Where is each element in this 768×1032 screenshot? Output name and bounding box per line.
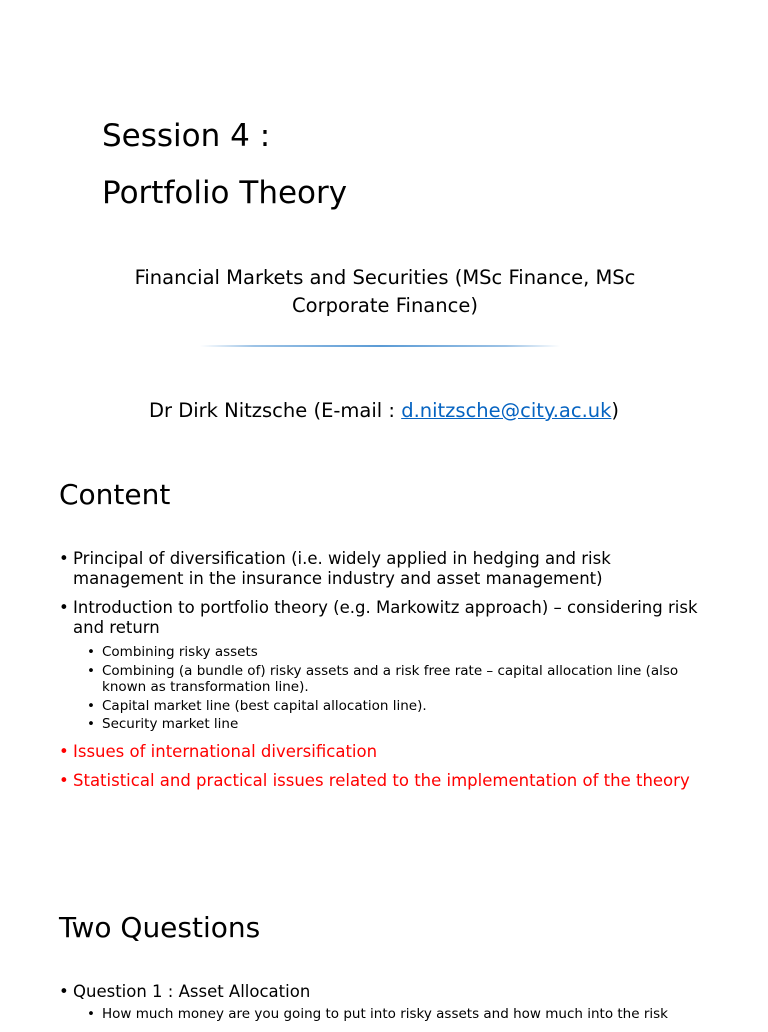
email-link[interactable]: d.nitzsche@city.ac.uk — [401, 399, 612, 422]
lecture-title: Portfolio Theory — [102, 175, 348, 211]
bullet-portfolio-theory — [59, 598, 719, 733]
question-1-sublist — [73, 1006, 719, 1023]
course-subtitle: Financial Markets and Securities (MSc Finance, MSc Corporate Finance) — [134, 266, 636, 317]
sub-bullet-capital-allocation-line: • Combining (a bundle of) risky assets and a risk free rate – capital allocation line (also known as transformation line). — [87, 663, 719, 696]
bullet-question-1 — [59, 982, 719, 1023]
title-divider — [200, 345, 560, 347]
author-suffix: ) — [611, 399, 620, 422]
author-name: Dr Dirk Nitzsche (E-mail : — [148, 399, 402, 422]
bullet-text: Question 1 : Asset Allocation — [73, 982, 311, 1001]
sub-bullet-combining-risky-assets: • Combining risky assets — [87, 644, 719, 661]
content-heading: Content — [59, 478, 171, 511]
bullet-diversification — [59, 549, 719, 589]
title-slide — [0, 0, 768, 470]
session-title: Session 4 : — [102, 118, 271, 154]
bullet-text: Issues of international diversification — [73, 741, 378, 761]
bullet-text: Introduction to portfolio theory (e.g. Markowitz approach) – considering risk and return — [73, 598, 698, 637]
sub-bullet-money-allocation: • How much money are you going to put into risky assets and how much into the risk — [87, 1006, 719, 1023]
content-bullet-list — [59, 549, 719, 800]
sub-bullet-security-market-line: • Security market line — [87, 716, 719, 733]
author-line — [0, 399, 768, 422]
bullet-text: Principal of diversification (i.e. widely applied in hedging and risk management in the insurance industry and asset management) — [73, 549, 611, 588]
bullet-international-diversification — [59, 742, 719, 762]
questions-bullet-list — [59, 982, 719, 1032]
bullet-text: Statistical and practical issues related to the implementation of the theory — [73, 770, 690, 790]
sub-bullet-capital-market-line: • Capital market line (best capital allocation line). — [87, 698, 719, 715]
bullet-statistical-issues — [59, 771, 719, 791]
questions-heading: Two Questions — [59, 911, 261, 944]
portfolio-theory-sublist — [73, 644, 719, 733]
